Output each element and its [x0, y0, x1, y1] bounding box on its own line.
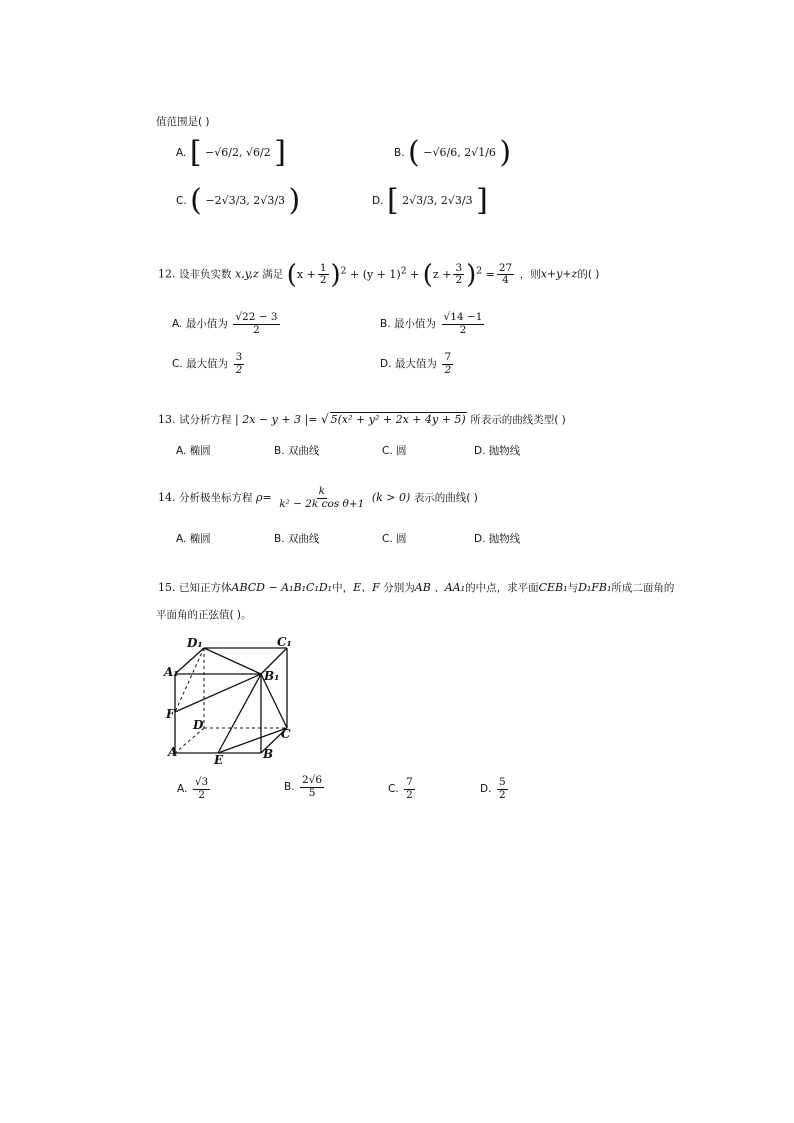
q11-option-b-text: −√6/6, 2√1/6	[423, 146, 496, 159]
q15-aa1: AA₁	[444, 581, 466, 594]
q12-option-a-text: 最小值为	[185, 318, 228, 331]
q12-option-a-label: A.	[172, 318, 183, 331]
q13-option-b-text: 双曲线	[287, 445, 320, 457]
q12-lead: 设非负实数	[179, 268, 232, 281]
q12-option-c-text: 最大值为	[186, 358, 229, 371]
q12-number: 12.	[158, 267, 176, 281]
q13-option-d[interactable]	[474, 443, 520, 458]
right-bracket-icon: ]	[274, 135, 286, 170]
q15-option-d-num: 5	[498, 776, 506, 788]
q14-option-a-label: A.	[176, 533, 187, 545]
q13-option-a-text: 椭圆	[189, 445, 211, 457]
q13-option-d-text: 抛物线	[488, 445, 521, 457]
q14-stem	[158, 486, 478, 510]
left-bracket-icon: [	[386, 183, 399, 218]
q11-option-a-label: A.	[176, 147, 187, 159]
right-paren-icon: )	[288, 183, 301, 218]
cube-figure	[160, 632, 310, 768]
q13-lead: 试分析方程	[179, 414, 232, 426]
q14-den: k² − 2k cos θ+1	[279, 497, 365, 510]
q15-option-a[interactable]	[177, 777, 212, 801]
q13-option-a-label: A.	[176, 445, 187, 457]
q15-text-f: 所成二面角的	[611, 582, 675, 594]
q14-option-a[interactable]	[176, 531, 211, 546]
q12-vars: x,y,z	[235, 267, 259, 281]
label-c1: C₁	[277, 635, 292, 649]
q12-tail-expr: x+y+z	[540, 267, 578, 281]
q15-option-d-label: D.	[480, 783, 492, 796]
q15-ceb1: CEB₁	[538, 581, 568, 594]
q15-d1fb1: D₁FB₁	[578, 581, 612, 594]
q15-stem-line1	[158, 579, 674, 595]
q14-option-c[interactable]	[382, 531, 407, 546]
q15-text-d: 的中点，求平面	[465, 582, 539, 594]
q15-text-c: 分别为	[383, 582, 415, 594]
right-bracket-icon: ]	[476, 183, 488, 218]
q14-option-b[interactable]	[274, 531, 319, 546]
q11-option-c-label: C.	[176, 195, 187, 207]
q13-rhs: 5(x² + y² + 2x + 4y + 5)	[330, 413, 466, 426]
q15-ab: AB	[414, 581, 431, 594]
q13-option-c-label: C.	[382, 445, 393, 457]
q12-option-c-label: C.	[172, 358, 183, 371]
q13-option-c[interactable]	[382, 443, 407, 458]
q12-option-d[interactable]	[380, 352, 455, 376]
q15-option-d[interactable]	[480, 777, 510, 801]
q15-option-a-num: √3	[194, 776, 209, 788]
q15-number: 15.	[158, 581, 176, 594]
q12-option-a-num: √22 − 3	[235, 311, 278, 323]
left-paren-icon: (	[190, 183, 202, 218]
q11-option-c-text: −2√3/3, 2√3/3	[205, 194, 286, 207]
edge-a1d1	[175, 648, 204, 674]
q14-option-d-text: 抛物线	[488, 533, 521, 545]
q15-option-c-den: 2	[406, 788, 413, 801]
q12-stem	[158, 256, 599, 290]
q14-option-d[interactable]	[474, 531, 520, 546]
q12-tail-prefix: ，则	[519, 268, 541, 281]
label-b1: B₁	[264, 669, 280, 683]
q12-rhs-den: 4	[502, 274, 509, 287]
line-eb1	[218, 674, 261, 753]
q15-option-b-num: 2√6	[302, 774, 323, 786]
q12-equation: (x + $\frac{1}{2}$ )$^2 + (y + 1)^2 + (z$ + $\frac{3}{2}$ )$^2$ = $\frac{27}{4}$	[286, 259, 513, 290]
label-c: C	[281, 727, 291, 741]
q12-option-d-text: 最大值为	[394, 358, 437, 371]
q12-option-b-label: B.	[380, 318, 391, 331]
q11-option-d-text: 2√3/3, 2√3/3	[402, 194, 473, 207]
q12-rhs-num: 27	[498, 261, 513, 274]
q14-number: 14.	[158, 491, 176, 505]
q11-stem-tail: 值范围是( )	[156, 116, 210, 128]
q15-option-b-den: 5	[308, 786, 316, 799]
q13-lhs: | 2x − y + 3 |=	[235, 413, 318, 426]
q14-option-b-label: B.	[274, 533, 285, 545]
q15-option-c-label: C.	[388, 783, 399, 796]
label-f: F	[166, 707, 175, 721]
q15-ef: E、F	[353, 581, 380, 594]
q15-text-b: 中，	[332, 582, 354, 594]
left-bracket-icon: [	[189, 135, 202, 170]
q15-stem-line2: 平面角的正弦值( )。	[156, 609, 252, 621]
line-ec	[218, 728, 287, 753]
q13-option-c-text: 圆	[396, 445, 407, 457]
q13-option-b-label: B.	[274, 445, 285, 457]
q13-tail: 所表示的曲线类型( )	[470, 414, 566, 426]
q13-stem	[158, 412, 566, 427]
q14-rho: ρ=	[256, 491, 272, 505]
q11-option-b[interactable]	[394, 135, 512, 170]
q15-cube: ABCD − A₁B₁C₁D₁	[231, 581, 333, 594]
q15-option-c-num: 7	[406, 776, 413, 788]
q14-option-b-text: 双曲线	[287, 533, 320, 545]
label-a: A	[168, 745, 178, 759]
q12-option-c-den: 2	[235, 363, 243, 376]
q15-option-a-den: 2	[198, 788, 205, 801]
q13-number: 13.	[158, 413, 176, 426]
q15-option-c[interactable]	[388, 777, 417, 801]
q15-option-a-label: A.	[177, 783, 188, 796]
label-e: E	[214, 753, 224, 767]
q12-option-d-den: 2	[444, 363, 452, 376]
q15-option-b-label: B.	[284, 781, 295, 794]
q12-option-a-den: 2	[253, 323, 260, 336]
q14-num: k	[318, 485, 325, 497]
q14-cond: (k > 0)	[371, 491, 411, 505]
line-fb1	[175, 674, 261, 712]
q12-option-a[interactable]	[172, 312, 282, 336]
q11-option-c[interactable]	[176, 183, 301, 218]
line-d1b1	[204, 648, 261, 674]
q11-option-a[interactable]	[176, 135, 286, 170]
q14-option-c-text: 圆	[396, 533, 407, 545]
q14-lead: 分析极坐标方程	[179, 492, 253, 505]
q11-option-d[interactable]	[372, 183, 488, 218]
q11-option-b-label: B.	[394, 147, 405, 159]
label-a1: A₁	[164, 665, 179, 679]
q14-option-c-label: C.	[382, 533, 393, 545]
q13-option-b[interactable]	[274, 443, 319, 458]
q12-option-b[interactable]	[380, 312, 486, 336]
q12-option-c[interactable]	[172, 352, 246, 376]
q12-option-b-text: 最小值为	[394, 318, 437, 331]
label-b: B	[263, 747, 274, 761]
line-d1f-hidden	[175, 648, 204, 712]
right-paren-icon: )	[499, 135, 512, 170]
q15-option-d-den: 2	[498, 788, 506, 801]
left-paren-icon: (	[408, 135, 420, 170]
q13-option-d-label: D.	[474, 445, 486, 457]
q12-option-c-num: 3	[235, 351, 243, 363]
q12-option-b-num: √14 −1	[443, 311, 483, 323]
sqrt-icon: √	[320, 412, 329, 426]
q15-sep: 、	[434, 582, 445, 594]
q12-option-b-den: 2	[459, 323, 467, 336]
q12-cond: 满足	[262, 268, 284, 281]
q14-option-d-label: D.	[474, 533, 486, 545]
q12-tail-suffix: 的( )	[577, 268, 600, 281]
q13-option-a[interactable]	[176, 443, 211, 458]
label-d: D	[193, 718, 204, 732]
label-d1: D₁	[187, 636, 203, 650]
q11-option-d-label: D.	[372, 195, 384, 207]
q14-option-a-text: 椭圆	[189, 533, 211, 545]
q12-option-d-num: 7	[444, 351, 452, 363]
q15-text-e: 与	[567, 582, 579, 594]
q12-option-d-label: D.	[380, 358, 392, 371]
q11-option-a-text: −√6/2, √6/2	[205, 146, 271, 159]
q14-tail: 表示的曲线( )	[413, 492, 478, 505]
q15-option-b[interactable]	[284, 775, 326, 799]
q15-text-a: 已知正方体	[179, 582, 232, 594]
